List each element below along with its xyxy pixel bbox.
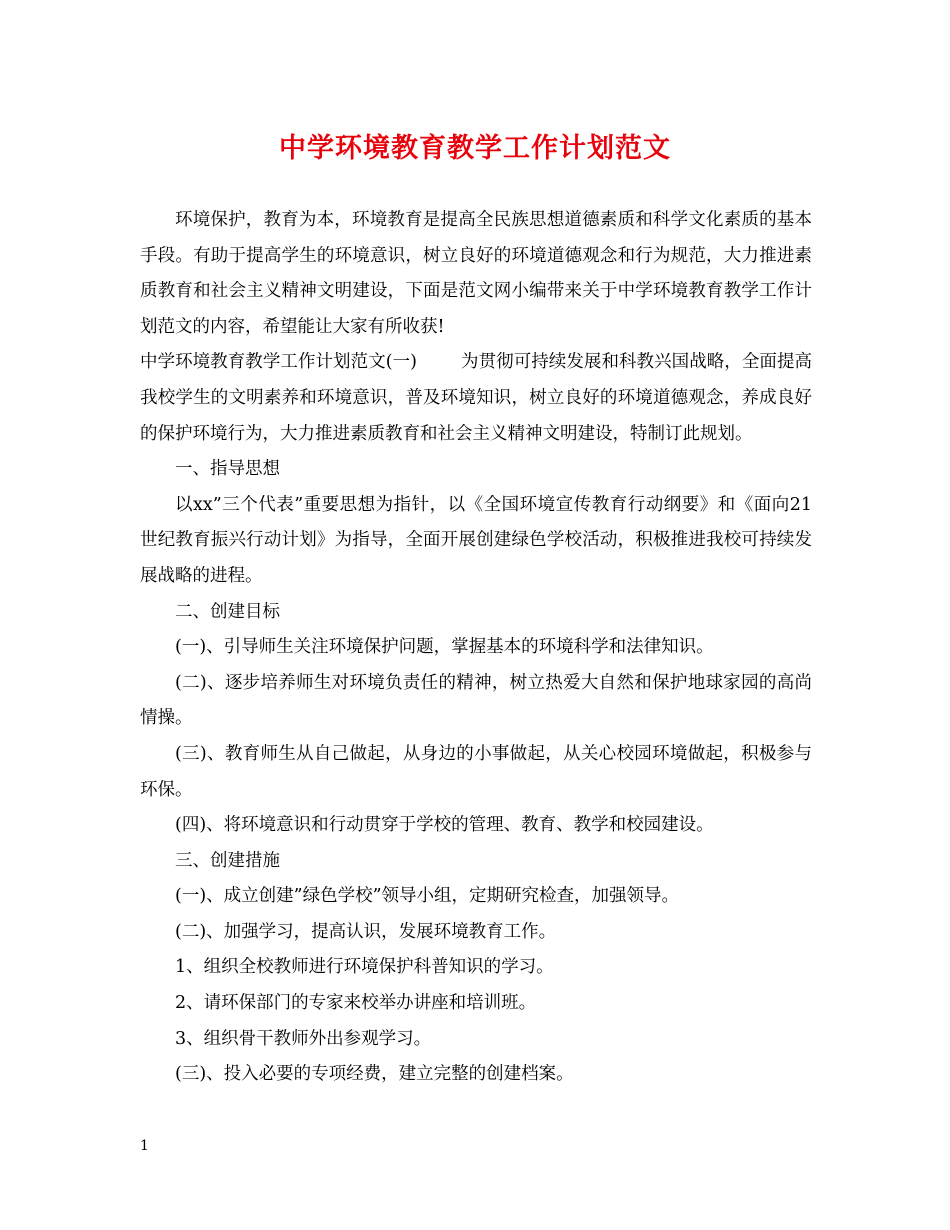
heading-measures: 三、创建措施 — [175, 850, 280, 871]
measure-item-1: (一)、成立创建”绿色学校”领导小组，定期研究检查，加强领导。 — [175, 886, 680, 907]
measure-item-3: (三)、投入必要的专项经费，建立完整的创建档案。 — [175, 1064, 574, 1085]
measure-item-2: (二)、加强学习，提高认识，发展环境教育工作。 — [175, 921, 557, 942]
section1-paragraph — [140, 345, 812, 452]
intro-paragraph: 环境保护，教育为本，环境教育是提高全民族思想道德素质和科学文化素质的基本手段。有助于提高学生的环境意识，树立良好的环境道德观念和行为规范，大力推进素质教育和社会主义精神文明建设，下面是范文网小编带来关于中学环境教育教学工作计划范文的内容，希望能让大家有所收获! — [140, 210, 812, 337]
goal-item-4: (四)、将环境意识和行动贯穿于学校的管理、教育、教学和校园建设。 — [175, 815, 714, 836]
goal-item-1: (一)、引导师生关注环境保护问题，掌握基本的环境科学和法律知识。 — [175, 637, 714, 658]
document-title: 中学环境教育教学工作计划范文 — [279, 133, 671, 164]
measure-subitem-3: 3、组织骨干教师外出参观学习。 — [175, 1028, 432, 1049]
page-number: 1 — [140, 1138, 149, 1154]
heading-guiding-thought: 一、指导思想 — [175, 459, 280, 480]
paragraph-guiding-thought: 以xx”三个代表”重要思想为指针，以《全国环境宣传教育行动纲要》和《面向21世纪教育振兴行动计划》为指导，全面开展创建绿色学校活动，积极推进我校可持续发展战略的进程。 — [140, 494, 812, 586]
heading-goals: 二、创建目标 — [175, 601, 280, 622]
measure-subitem-2: 2、请环保部门的专家来校举办讲座和培训班。 — [175, 993, 537, 1014]
goal-item-2: (二)、逐步培养师生对环境负责任的精神，树立热爱大自然和保护地球家园的高尚情操。 — [140, 672, 812, 729]
section1-text: 为贯彻可持续发展和科教兴国战略，全面提高我校学生的文明素养和环境意识，普及环境知识，树立良好的环境道德观念，养成良好的保护环境行为，大力推进素质教育和社会主义精神文明建设，特制订此规划。 — [140, 352, 813, 444]
measure-subitem-1: 1、组织全校教师进行环境保护科普知识的学习。 — [175, 957, 554, 978]
goal-item-3: (三)、教育师生从自己做起，从身边的小事做起，从关心校园环境做起，积极参与环保。 — [140, 743, 812, 800]
document-body — [140, 203, 812, 1093]
section1-heading: 中学环境教育教学工作计划范文(一) — [140, 352, 417, 373]
